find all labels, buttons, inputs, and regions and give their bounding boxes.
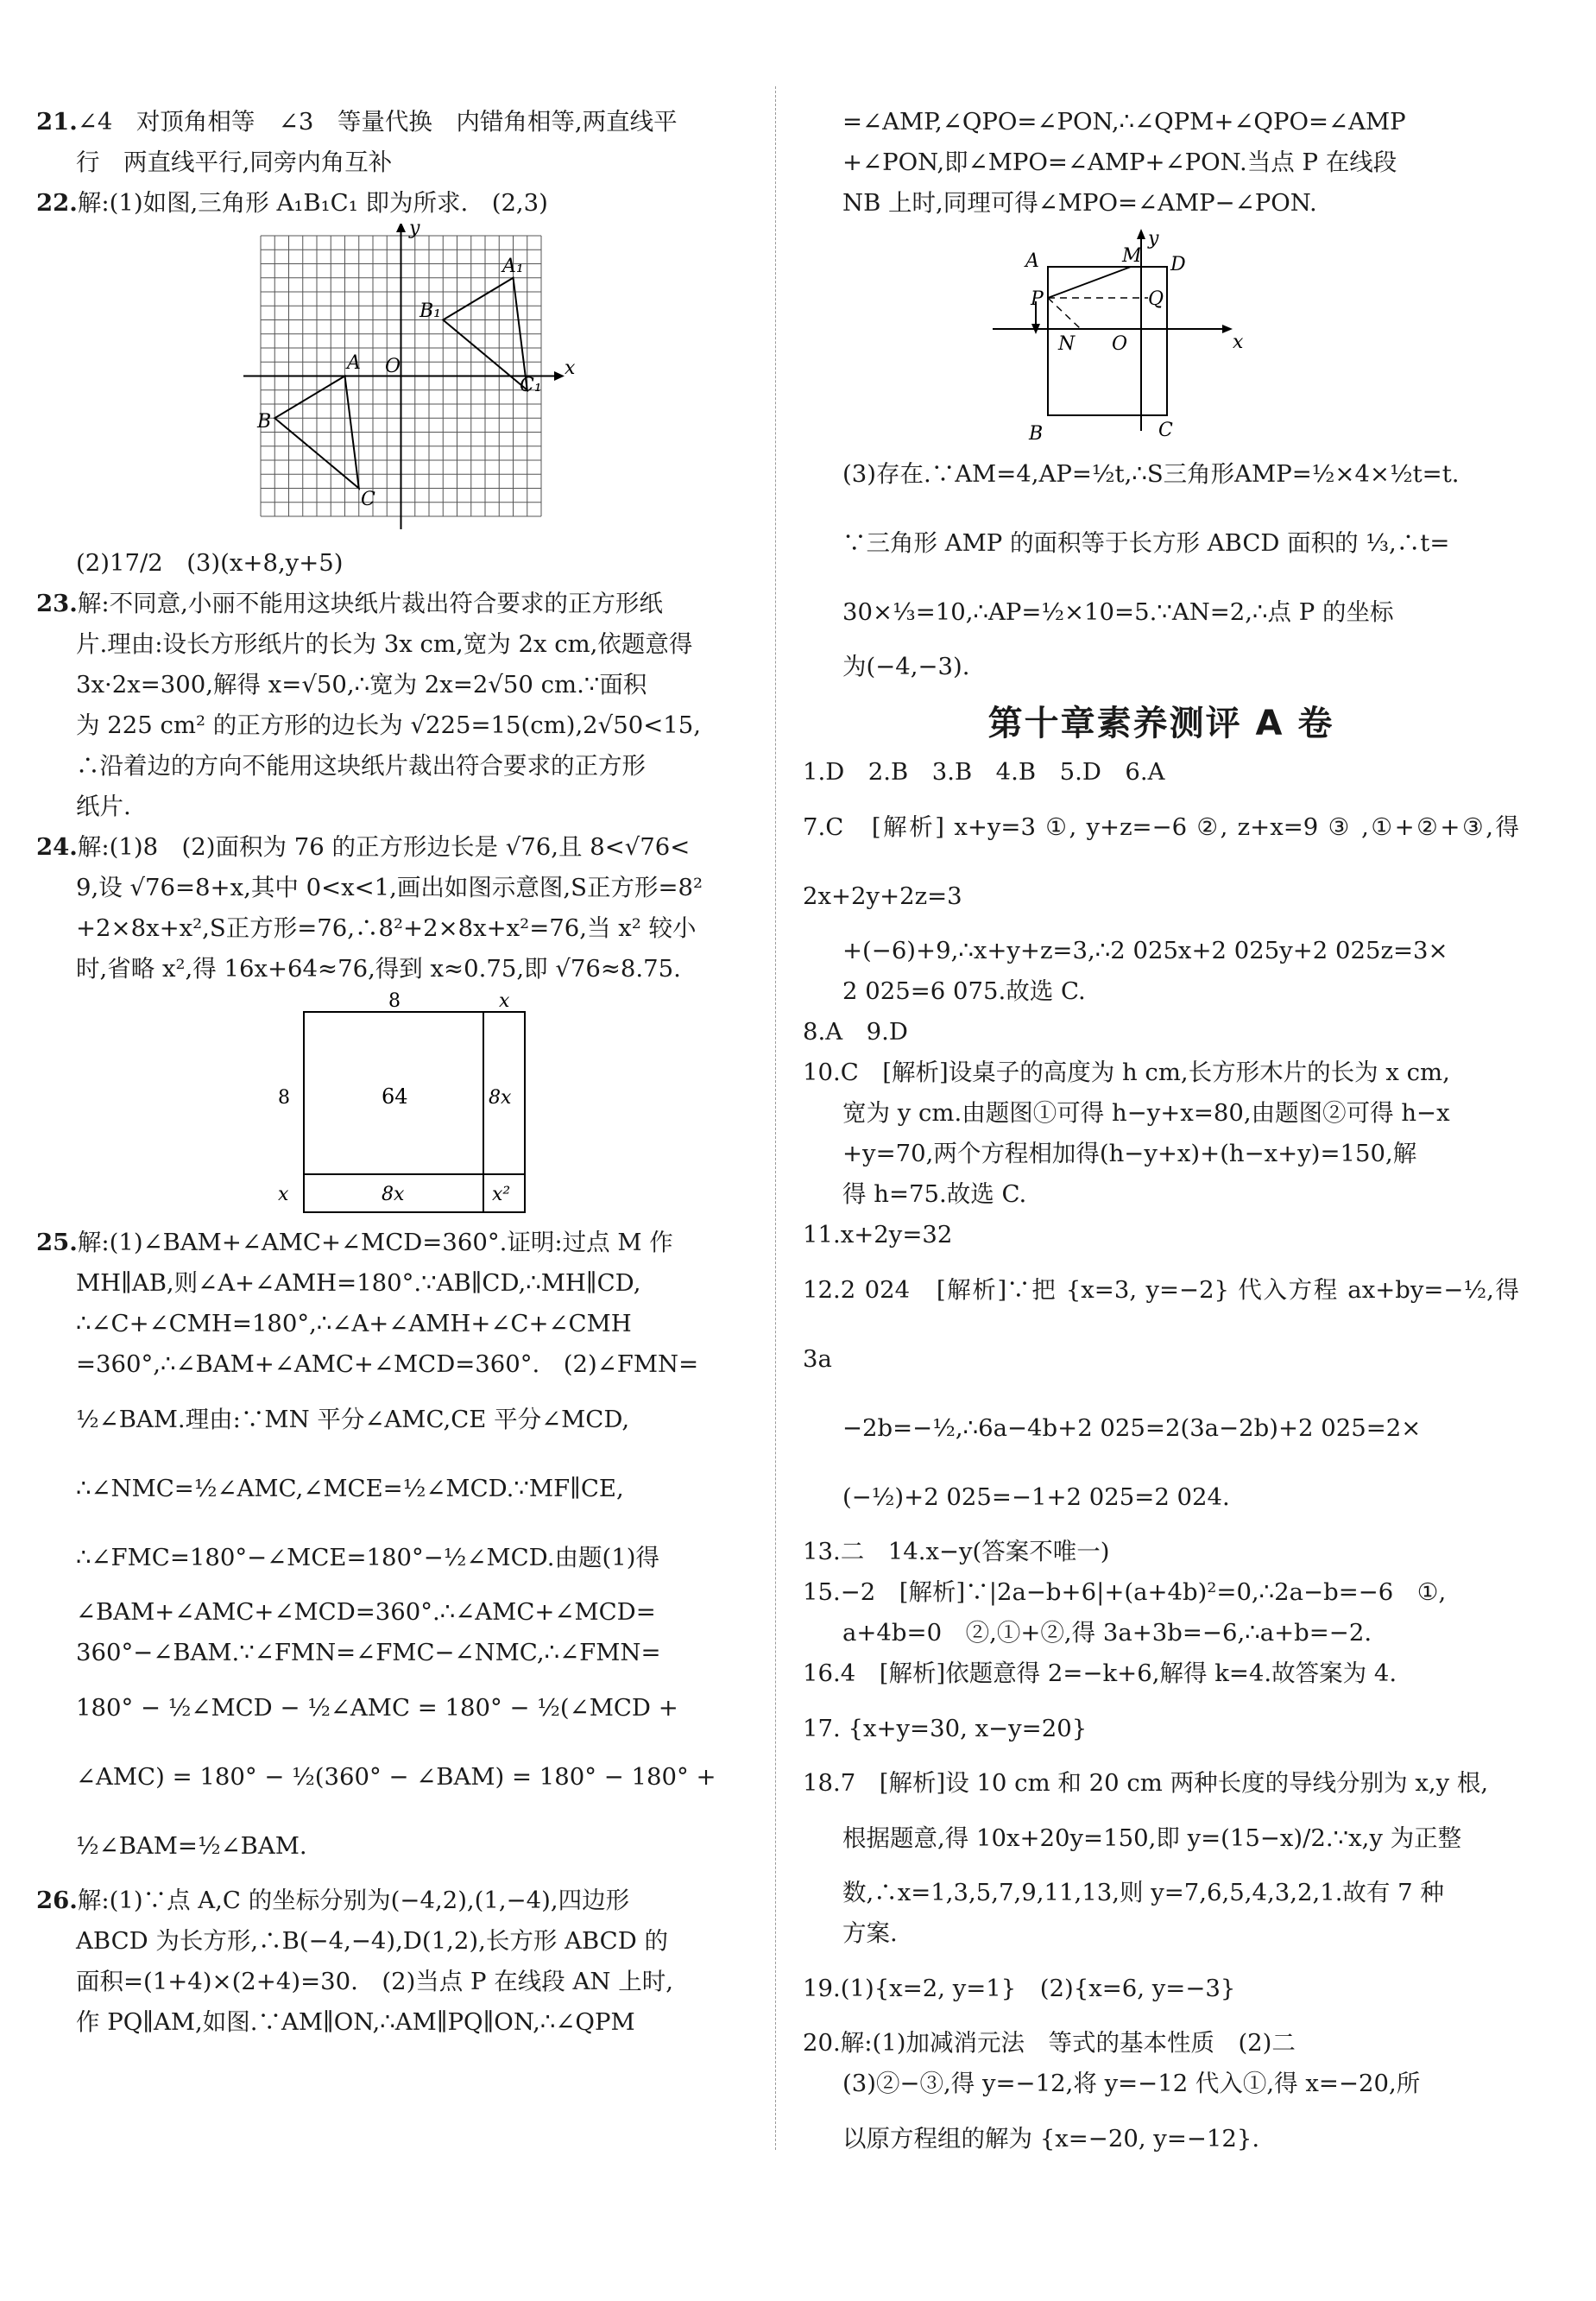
q25-line: 180° − ½∠MCD − ½∠AMC = 180° − ½(∠MCD + [76, 1694, 678, 1722]
q26-cont-line: +∠PON,即∠MPO=∠AMP+∠PON.当点 P 在线段 [842, 149, 1397, 176]
q26-cont-line: NB 上时,同理可得∠MPO=∠AMP−∠PON. [842, 189, 1317, 217]
q10-line: 宽为 y cm.由题图①可得 h−y+x=80,由题图②可得 h−x [842, 1099, 1450, 1127]
q7-line: 2 025=6 075.故选 C. [842, 977, 1086, 1005]
q26-fig-n: N [1058, 333, 1076, 355]
q1-6: 1.D 2.B 3.B 4.B 5.D 6.A [803, 758, 1165, 786]
q15: 15.−2 [解析]∵|2a−b+6|+(a+4b)²=0,∴2a−b=−6 ①, [803, 1578, 1447, 1606]
q26-fig-a: A [1025, 250, 1039, 272]
q26-fig-x: x [1233, 332, 1244, 353]
q24: 24.解:(1)8 (2)面积为 76 的正方形边长是 √76,且 8<√76< [36, 833, 691, 861]
q26-3-line: 为(−4,−3). [842, 653, 970, 680]
q13-14: 13.二 14.x−y(答案不唯一) [803, 1538, 1110, 1565]
q7: 7.C [解析] x+y=3 ①, y+z=−6 ②, z+x=9 ③ ,①+②+③,得 2x+2y+2z=3 [803, 813, 1519, 910]
q26-line: 作 PQ∥AM,如图.∵AM∥ON,∴AM∥PQ∥ON,∴∠QPM [76, 2008, 635, 2036]
q23-line: 3x·2x=300,解得 x=√50,∴宽为 2x=2√50 cm.∵面积 [76, 671, 647, 699]
q22-point-b1-label: B₁ [420, 300, 441, 322]
q26-fig-y: y [1148, 228, 1159, 250]
section-title: 第十章素养测评 A 卷 [987, 704, 1334, 743]
q24-cell-8x-right: 8x [489, 1087, 512, 1109]
q24-cell-8x-bottom: 8x [382, 1184, 405, 1205]
q26-fig-o: O [1112, 333, 1128, 355]
q22-line2: (2)17/2 (3)(x+8,y+5) [76, 549, 344, 577]
q22-point-a1-label: A₁ [502, 256, 524, 277]
q25-line: ∴∠NMC=½∠AMC,∠MCE=½∠MCD.∵MF∥CE, [76, 1475, 624, 1502]
q24-line: +2×8x+x²,S正方形=76,∴8²+2×8x+x²=76,当 x² 较小 [76, 914, 697, 942]
q26-line: ABCD 为长方形,∴B(−4,−4),D(1,2),长方形 ABCD 的 [76, 1927, 669, 1955]
q20-line: 以原方程组的解为 {x=−20, y=−12}. [842, 2125, 1260, 2152]
q24-top-8: 8 [388, 990, 401, 1012]
q26: 26.解:(1)∵点 A,C 的坐标分别为(−4,2),(1,−4),四边形 [36, 1887, 630, 1914]
q15-line: a+4b=0 ②,①+②,得 3a+3b=−6,∴a+b=−2. [842, 1619, 1372, 1647]
q25-line: 360°−∠BAM.∵∠FMN=∠FMC−∠NMC,∴∠FMN= [76, 1639, 661, 1666]
q25-line: ½∠BAM=½∠BAM. [76, 1832, 307, 1860]
q26-3-line: 30×⅓=10,∴AP=½×10=5.∵AN=2,∴点 P 的坐标 [842, 598, 1394, 626]
q19: 19.(1){x=2, y=1} (2){x=6, y=−3} [803, 1975, 1236, 2002]
q12: 12.2 024 [解析]∵把 {x=3, y=−2} 代入方程 ax+by=−½,得 3a [803, 1276, 1519, 1373]
q22-point-a-label: A [347, 352, 361, 374]
q20-line: (3)②−③,得 y=−12,将 y=−12 代入①,得 x=−20,所 [842, 2070, 1421, 2097]
q24-left-x: x [278, 1184, 289, 1205]
q18: 18.7 [解析]设 10 cm 和 20 cm 两种长度的导线分别为 x,y 根, [803, 1769, 1489, 1797]
q26-fig-m: M [1122, 245, 1142, 267]
q26-fig-p: P [1031, 288, 1044, 310]
q22-point-c-label: C [361, 489, 375, 510]
column-divider [775, 86, 776, 2150]
q25: 25.解:(1)∠BAM+∠AMC+∠MCD=360°.证明:过点 M 作 [36, 1229, 673, 1256]
q21-line2: 行 两直线平行,同旁内角互补 [76, 149, 393, 176]
q25-line: =360°,∴∠BAM+∠AMC+∠MCD=360°. (2)∠FMN= [76, 1350, 699, 1378]
q23-line: ∴沿着边的方向不能用这块纸片裁出符合要求的正方形 [76, 752, 646, 780]
q22-grid-figure [36, 224, 753, 543]
q25-line: MH∥AB,则∠A+∠AMH=180°.∵AB∥CD,∴MH∥CD, [76, 1269, 641, 1297]
q25-line: ∠BAM+∠AMC+∠MCD=360°.∴∠AMC+∠MCD= [76, 1598, 656, 1626]
q24-line: 时,省略 x²,得 16x+64≈76,得到 x≈0.75,即 √76≈8.75. [76, 955, 681, 983]
q26-fig-q: Q [1148, 288, 1164, 310]
q26-cont-line: =∠AMP,∠QPO=∠PON,∴∠QPM+∠QPO=∠AMP [842, 108, 1406, 136]
q18-line: 根据题意,得 10x+20y=150,即 y=(15−x)/2.∵x,y 为正整 [842, 1824, 1462, 1852]
left-column [36, 102, 753, 2043]
q17: 17. {x+y=30, x−y=20} [803, 1715, 1088, 1742]
q25-line: ½∠BAM.理由:∵MN 平分∠AMC,CE 平分∠MCD, [76, 1406, 630, 1433]
q12-line: −2b=−½,∴6a−4b+2 025=2(3a−2b)+2 025=2× [842, 1414, 1422, 1442]
q24-top-x: x [499, 990, 510, 1012]
q26-fig-b: B [1029, 423, 1044, 439]
q24-cell-64: 64 [382, 1084, 408, 1109]
q25-line: ∴∠C+∠CMH=180°,∴∠A+∠AMH+∠C+∠CMH [76, 1310, 632, 1337]
q18-line: 数,∴x=1,3,5,7,9,11,13,则 y=7,6,5,4,3,2,1.故有 7 种 [842, 1879, 1444, 1906]
q24-left-8: 8 [278, 1087, 290, 1109]
q23-line: 片.理由:设长方形纸片的长为 3x cm,宽为 2x cm,依题意得 [76, 630, 693, 658]
q22-y-label: y [409, 224, 420, 239]
q22-x-label: x [565, 357, 576, 379]
q26-fig-c: C [1158, 420, 1173, 439]
q21: 21.∠4 对顶角相等 ∠3 等量代换 内错角相等,两直线平 [36, 108, 678, 136]
q12-line: (−½)+2 025=−1+2 025=2 024. [842, 1483, 1230, 1511]
q25-line: ∴∠FMC=180°−∠MCE=180°−½∠MCD.由题(1)得 [76, 1544, 659, 1571]
q16: 16.4 [解析]依题意得 2=−k+6,解得 k=4.故答案为 4. [803, 1659, 1397, 1687]
q24-square-figure [36, 989, 753, 1223]
q26-fig-d: D [1170, 254, 1186, 275]
q22: 22.解:(1)如图,三角形 A₁B₁C₁ 即为所求. (2,3) [36, 189, 548, 217]
q26-rectangle-figure [803, 224, 1519, 439]
q10-line: +y=70,两个方程相加得(h−y+x)+(h−x+y)=150,解 [842, 1140, 1417, 1167]
q18-line: 方案. [842, 1919, 898, 1947]
q22-origin-label: O [385, 356, 401, 377]
q26-3-line: ∵三角形 AMP 的面积等于长方形 ABCD 面积的 ⅓,∴t= [842, 529, 1450, 557]
q23-line: 为 225 cm² 的正方形的边长为 √225=15(cm),2√50<15, [76, 711, 701, 739]
q20: 20.解:(1)加减消元法 等式的基本性质 (2)二 [803, 2029, 1296, 2057]
q7-line: +(−6)+9,∴x+y+z=3,∴2 025x+2 025y+2 025z=3× [842, 937, 1448, 964]
q26-3-line: (3)存在.∵AM=4,AP=½t,∴S三角形AMP=½×4×½t=t. [842, 460, 1460, 488]
q24-cell-x2: x² [492, 1184, 511, 1205]
q10: 10.C [解析]设桌子的高度为 h cm,长方形木片的长为 x cm, [803, 1059, 1450, 1086]
q23: 23.解:不同意,小丽不能用这块纸片裁出符合要求的正方形纸 [36, 590, 663, 617]
q11: 11.x+2y=32 [803, 1221, 953, 1248]
q22-point-c1-label: C₁ [520, 375, 542, 396]
q25-line: ∠AMC) = 180° − ½(360° − ∠BAM) = 180° − 180° + [76, 1763, 716, 1791]
q10-line: 得 h=75.故选 C. [842, 1180, 1027, 1208]
q8-9: 8.A 9.D [803, 1018, 908, 1046]
q22-point-b-label: B [257, 411, 272, 433]
right-column [803, 102, 1519, 2173]
q23-line: 纸片. [76, 793, 131, 820]
q24-line: 9,设 √76=8+x,其中 0<x<1,画出如图示意图,S正方形=8² [76, 874, 703, 901]
q26-line: 面积=(1+4)×(2+4)=30. (2)当点 P 在线段 AN 上时, [76, 1968, 673, 1995]
